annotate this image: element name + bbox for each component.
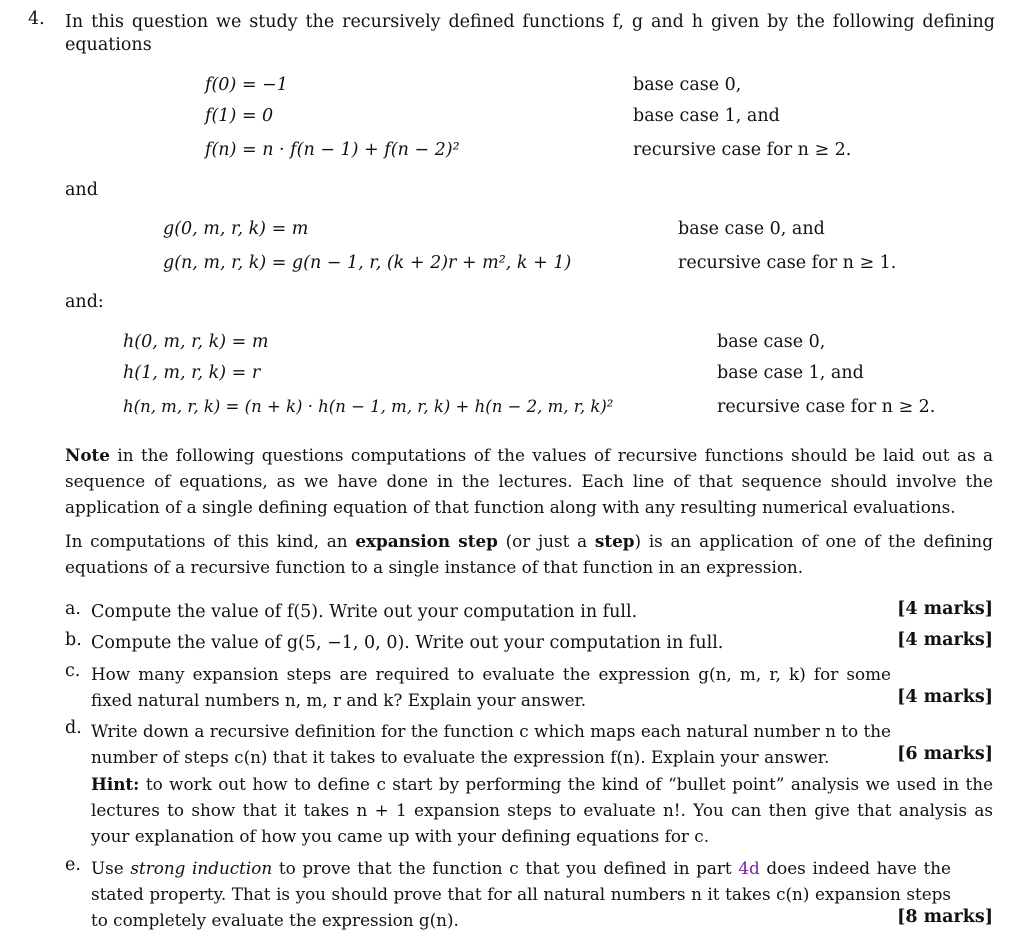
part-e-label: e. [65, 855, 81, 875]
expansion-pre: In computations of this kind, an [65, 531, 356, 551]
expansion-mid: (or just a [497, 531, 595, 551]
f-eq-2: f(n) = n · f(n − 1) + f(n − 2)² [205, 140, 460, 160]
part-b-label: b. [65, 630, 82, 650]
part-e-text [91, 855, 951, 933]
question-intro-cont: equations [65, 35, 152, 55]
part-e-pre: Use [91, 858, 131, 878]
note-paragraph [65, 442, 993, 520]
h-eq-0: h(0, m, r, k) = m [123, 332, 269, 352]
hint-text: to work out how to define c start by performing the kind of “bullet point” analysis we used in the lectures to show that it takes n + 1 expansion steps to evaluate n!. You can then give that analysis as your explanation of how you came up with your defining equations for c. [91, 774, 993, 846]
h-eq-1: h(1, m, r, k) = r [123, 363, 261, 383]
expansion-step-term: expansion step [355, 531, 498, 551]
question-number: 4. [28, 9, 45, 29]
part-d-text: Write down a recursive definition for the function c which maps each natural number n to the number of steps c(n) that it takes to evaluate the expression f(n). Explain your answer. [91, 721, 891, 767]
note-text: in the following questions computations of the values of recursive functions should be laid out as a sequence of equations, as we have done in the lectures. Each line of that sequence should involve the application of a single defining equation of that function along with any resulting numerical evaluations. [65, 445, 993, 517]
part-b-text: Compute the value of g(5, −1, 0, 0). Write out your computation in full. [91, 633, 724, 653]
expansion-post: ) is an application of one of the defining equations of a recursive function to a single instance of that function in an expression. [65, 531, 993, 577]
f-note-1: base case 1, and [633, 106, 780, 126]
h-eq-2: h(n, m, r, k) = (n + k) · h(n − 1, m, r, k) + h(n − 2, m, r, k)² [123, 397, 614, 416]
connector-and-colon: and: [65, 292, 104, 312]
part-e-post: does indeed have the stated property. That is you should prove that for all natural numbers n it takes c(n) expansion steps to completely evaluate the expression g(n). [91, 858, 951, 930]
part-c-text: How many expansion steps are required to evaluate the expression g(n, m, r, k) for some fixed natural numbers n, m, r and k? Explain your answer. [91, 664, 891, 710]
part-d-hint [91, 771, 993, 849]
expansion-paragraph [65, 528, 993, 580]
part-e-mid: to prove that the function c that you defined in part [272, 858, 739, 878]
part-a-marks: [4 marks] [897, 599, 993, 619]
f-eq-0: f(0) = −1 [205, 75, 288, 95]
g-note-0: base case 0, and [678, 219, 825, 239]
f-note-0: base case 0, [633, 75, 742, 95]
h-note-1: base case 1, and [717, 363, 864, 383]
h-note-2: recursive case for n ≥ 2. [717, 397, 936, 417]
connector-and: and [65, 180, 98, 200]
g-note-1: recursive case for n ≥ 1. [678, 253, 897, 273]
part-d-marks: [6 marks] [897, 744, 993, 764]
part-a-label: a. [65, 599, 81, 619]
g-eq-1: g(n, m, r, k) = g(n − 1, r, (k + 2)r + m², k + 1) [163, 253, 572, 273]
f-eq-1: f(1) = 0 [205, 106, 274, 126]
question-intro: In this question we study the recursively defined functions f, g and h given by the following defining [65, 12, 995, 32]
h-note-0: base case 0, [717, 332, 826, 352]
part-c-label: c. [65, 661, 81, 681]
hint-bold: Hint: [91, 774, 140, 794]
part-b-marks: [4 marks] [897, 630, 993, 650]
part-4d-link[interactable]: 4d [738, 858, 760, 878]
part-c-marks: [4 marks] [897, 687, 993, 707]
part-d-label: d. [65, 718, 82, 738]
f-note-2: recursive case for n ≥ 2. [633, 140, 852, 160]
strong-induction-term: strong induction [130, 858, 273, 878]
part-a-text: Compute the value of f(5). Write out your computation in full. [91, 602, 638, 622]
step-term: step [594, 531, 635, 551]
part-e-marks: [8 marks] [897, 907, 993, 927]
note-bold: Note [65, 445, 110, 465]
g-eq-0: g(0, m, r, k) = m [163, 219, 309, 239]
